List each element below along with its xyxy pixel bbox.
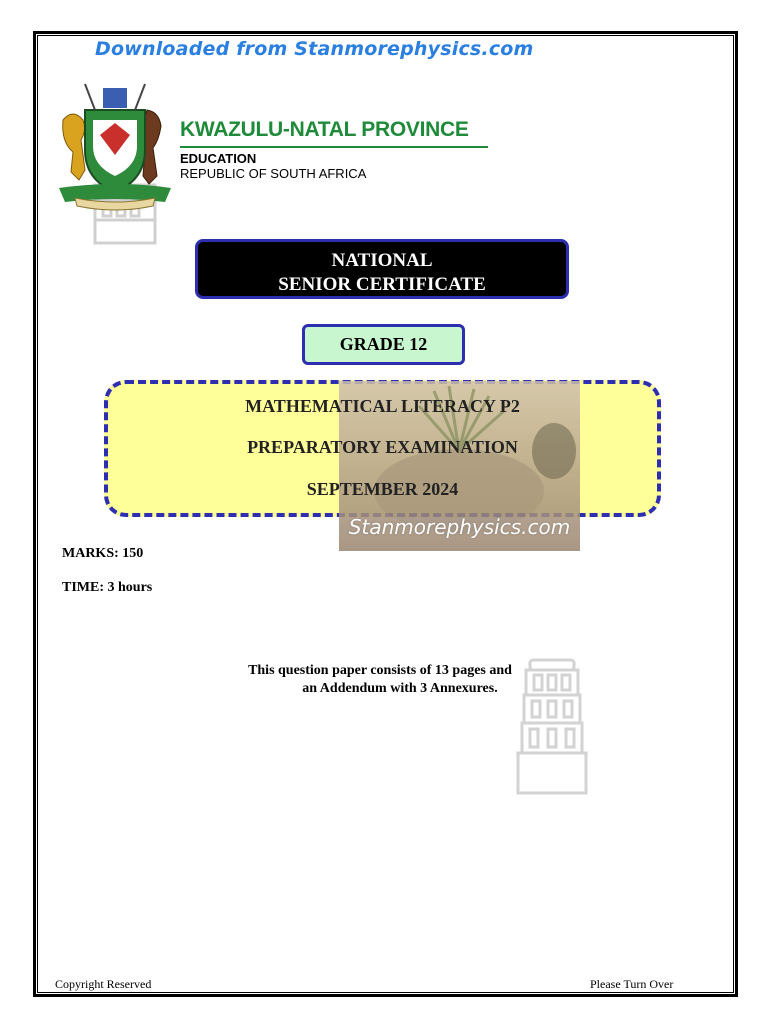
- watermark-text: Stanmorephysics.com: [348, 515, 571, 539]
- certificate-line-1: NATIONAL: [331, 250, 433, 271]
- certificate-banner: [195, 239, 569, 299]
- paper-info-line-2: an Addendum with 3 Annexures.: [302, 681, 498, 696]
- paper-info: [200, 662, 560, 698]
- department-name: EDUCATION: [180, 151, 257, 166]
- certificate-line-2: SENIOR CERTIFICATE: [278, 274, 486, 295]
- exam-subject: MATHEMATICAL LITERACY P2: [245, 396, 520, 416]
- download-banner[interactable]: Downloaded from Stanmorephysics.com: [95, 38, 534, 60]
- marks-total: MARKS: 150: [62, 546, 144, 561]
- time-allowed: TIME: 3 hours: [62, 580, 153, 595]
- exam-type: PREPARATORY EXAMINATION: [247, 437, 518, 457]
- province-title: KWAZULU-NATAL PROVINCE: [180, 118, 469, 141]
- province-divider: [180, 146, 488, 148]
- footer-copyright: Copyright Reserved: [55, 977, 152, 991]
- coat-of-arms-icon: [55, 80, 175, 250]
- country-name: REPUBLIC OF SOUTH AFRICA: [180, 166, 367, 181]
- paper-info-line-1: This question paper consists of 13 pages and: [248, 663, 512, 678]
- tower-watermark-icon: [512, 655, 592, 800]
- grade-label: GRADE 12: [302, 324, 465, 365]
- footer-turn-over: Please Turn Over: [590, 977, 674, 991]
- exam-session: SEPTEMBER 2024: [306, 479, 459, 499]
